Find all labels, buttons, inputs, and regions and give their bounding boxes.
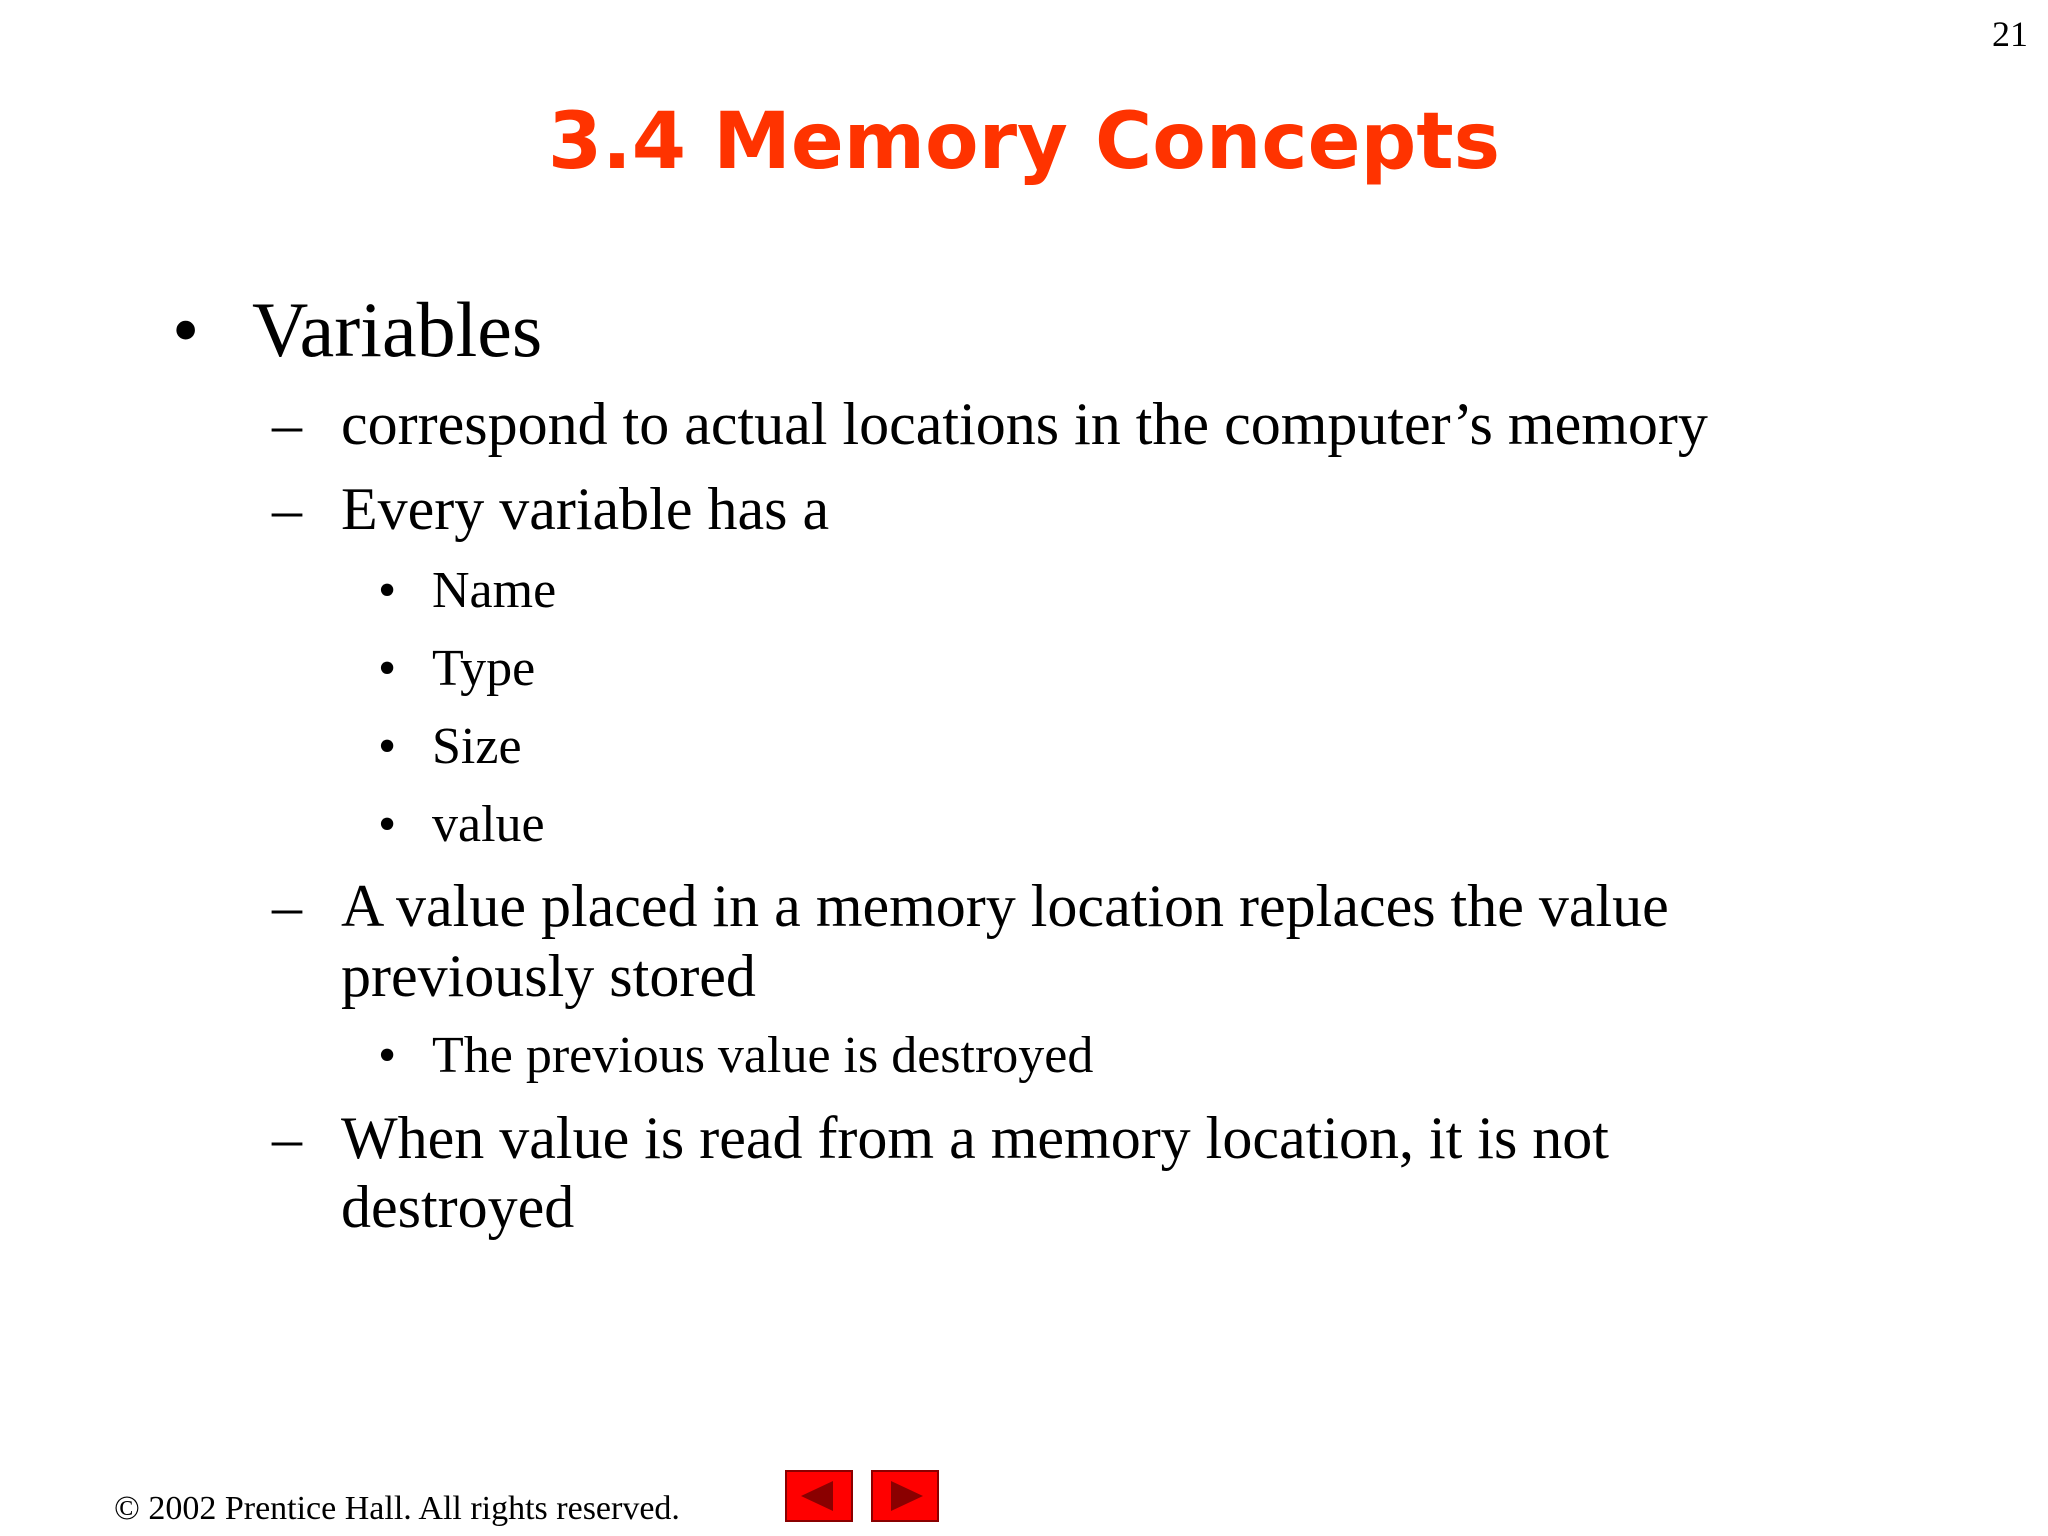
sub-bullet-text-continuation: previously stored	[341, 943, 756, 1009]
attribute-text: Name	[432, 562, 557, 619]
sub-bullet-text: When value is read from a memory location, it is not	[341, 1105, 1609, 1171]
sub-bullet-text: correspond to actual locations in the computer’s memory	[341, 391, 1708, 457]
page-number: 21	[1992, 14, 2028, 54]
sub-bullet-text: Every variable has a	[341, 476, 830, 542]
bullet-glyph: •	[378, 796, 397, 853]
copyright-footer: © 2002 Prentice Hall. All rights reserved.	[114, 1490, 680, 1527]
sub-bullet-text: A value placed in a memory location replaces the value	[341, 873, 1669, 939]
attribute-text: value	[432, 796, 545, 853]
dash-glyph: –	[272, 1105, 302, 1171]
bullet-glyph: •	[378, 640, 397, 697]
bullet-glyph: •	[378, 562, 397, 619]
bullet-text: Variables	[252, 286, 543, 373]
next-slide-button[interactable]	[871, 1470, 939, 1522]
sub-bullet-text-continuation: destroyed	[341, 1174, 575, 1240]
dash-glyph: –	[272, 391, 302, 457]
dash-glyph: –	[272, 476, 302, 542]
previous-slide-button[interactable]	[785, 1470, 853, 1522]
right-triangle-icon	[873, 1472, 937, 1520]
bullet-glyph: •	[378, 1027, 397, 1084]
note-text: The previous value is destroyed	[432, 1027, 1094, 1084]
left-triangle-icon	[787, 1472, 851, 1520]
attribute-text: Size	[432, 718, 522, 775]
bullet-variables	[172, 285, 542, 375]
slide-title: 3.4 Memory Concepts	[547, 97, 1501, 187]
attribute-text: Type	[432, 640, 536, 697]
bullet-glyph: •	[378, 718, 397, 775]
dash-glyph: –	[272, 873, 302, 939]
bullet-glyph: •	[172, 286, 200, 373]
